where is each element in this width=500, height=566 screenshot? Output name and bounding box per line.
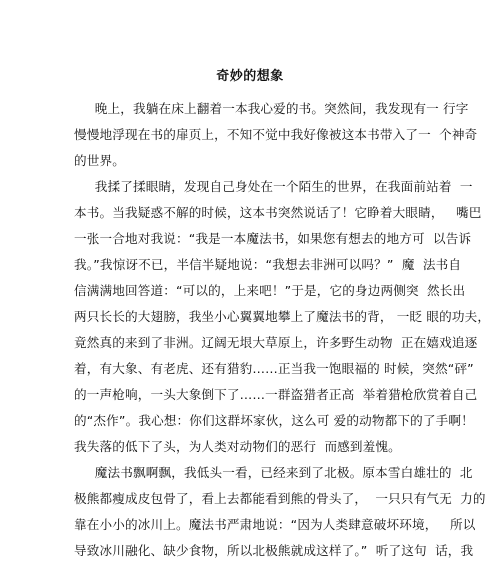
paragraph-line: 极熊都瘦成皮包骨了，看上去都能看到熊的骨头了， 一只只有气无 力的 (74, 491, 486, 506)
paragraph-line: 导致冰川融化、缺少食物，所以北极熊就成这样了。” 听了这句 话，我 (74, 543, 474, 558)
paragraph-line: 两只长长的大翅膀，我坐小心翼翼地攀上了魔法书的背， 一眨 眼的功夫， (74, 309, 491, 324)
paragraph-line: 的一声枪响，一头大象倒下了……一群盗猎者正高 举着猎枪欣赏着自己 (74, 387, 478, 402)
paragraph-line: 靠在小小的冰川上。魔法书严肃地说：“因为人类肆意破坏环境， 所以 (74, 517, 476, 532)
essay-title: 奇妙的想象 (216, 69, 284, 84)
paragraph-line: 竟然真的来到了非洲。辽阔无垠大草原上，许多野生动物 正在嬉戏追逐 (74, 335, 478, 350)
paragraph-line: 我揉了揉眼睛，发现自己身处在一个陌生的世界，在我面前站着 一 (74, 179, 473, 194)
paragraph-line: 着，有大象、有老虎、还有猎豹……正当我一饱眼福的 时候，突然“砰” (74, 361, 474, 376)
paragraph-line: 魔法书飘啊飘，我低头一看，已经来到了北极。原本雪白雄壮的 北 (74, 465, 473, 480)
paragraph-line: 一张一合地对我说：“我是一本魔法书，如果您有想去的地方可 以告诉 (74, 231, 472, 246)
paragraph-line: 慢慢地浮现在书的扉页上，不知不觉中我好像被这本书带入了一 个神奇 (74, 127, 478, 142)
paragraph-line: 的世界。 (74, 153, 125, 168)
paragraph-line: 本书。当我疑惑不解的时候，这本书突然说话了！它睁着大眼睛， 嘴巴 (74, 205, 482, 220)
paragraph-line: 我失落的低下了头，为人类对动物们的恶行 而感到羞愧。 (74, 439, 401, 454)
paragraph-line: 的“杰作”。我心想：你们这群坏家伙，这么可 爱的动物都下的了手啊！ (74, 413, 474, 428)
paragraph-line: 晚上，我躺在床上翻着一本我心爱的书。突然间，我发现有一 行字 (74, 101, 469, 116)
paragraph-line: 信满满地回答道：“可以的，上来吧！”于是，它的身边两侧突 然长出 (74, 283, 466, 298)
paragraph-line: 我。”我惊讶不已，半信半疑地说：“我想去非洲可以吗？” 魔 法书自 (74, 257, 462, 272)
